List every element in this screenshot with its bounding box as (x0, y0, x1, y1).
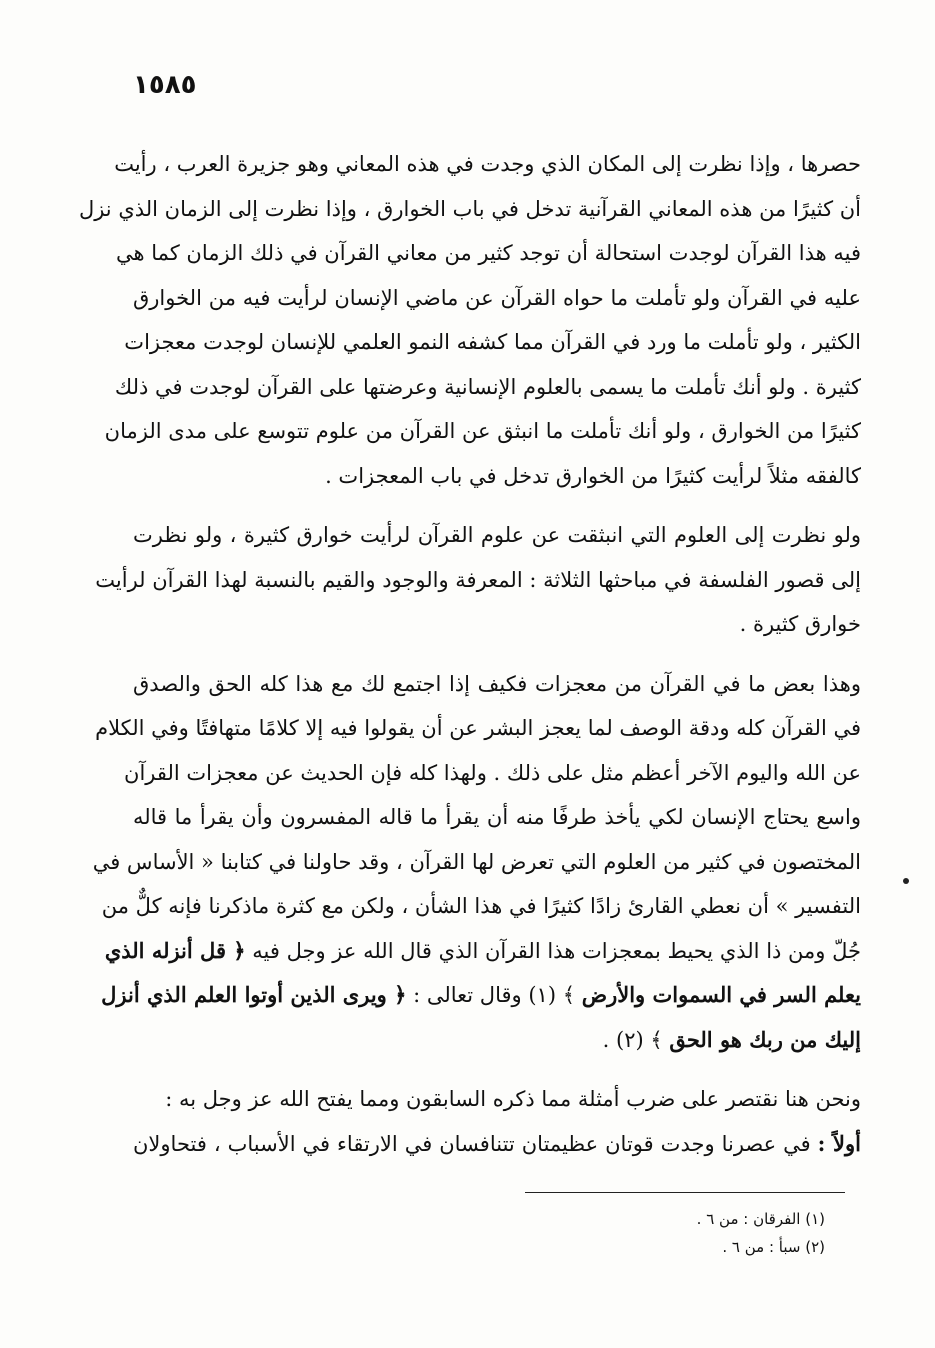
footnote-ref: ﴾ (١) (528, 983, 576, 1007)
footnotes (600, 1205, 825, 1261)
text-line: كالفقه مثلاً لرأيت كثيرًا من الخوارق تدخل في باب المعجزات . (325, 463, 861, 488)
text-span: جُلّ ومن ذا الذي يحيط بمعجزات هذا القرآن الذي قال الله عز وجل فيه (252, 938, 861, 963)
text-line: ولو نظرت إلى العلوم التي انبثقت عن علوم القرآن لرأيت خوارق كثيرة ، ولو نظرت (133, 523, 861, 547)
quran-quote-span: ﴿ ويرى الذين أوتوا العلم الذي أنزل (101, 982, 407, 1007)
text-line: كثيرة . ولو أنك تأملت ما يسمى بالعلوم الإنسانية وعرضتها على القرآن لوجدت في ذلك (114, 374, 861, 399)
text-line-with-lead (133, 1122, 861, 1167)
text-line: المختصون في كثير من العلوم التي تعرض لها القرآن ، وقد حاولنا في كتابنا « الأساس في (92, 849, 861, 874)
footnote-2: (٢) سبأ : من ٦ . (722, 1238, 825, 1256)
text-line: عليه في القرآن ولو تأملت ما حواه القرآن عن ماضي الإنسان لرأيت فيه من الخوارق (133, 285, 861, 310)
text-line: أن كثيرًا من هذه المعاني القرآنية تدخل في باب الخوارق ، وإذا نظرت إلى الزمان الذي نزل (78, 196, 861, 221)
text-line: فيه هذا القرآن لوجدت استحالة أن توجد كثير من معاني القرآن في ذلك الزمان كما هي (115, 241, 861, 265)
text-line: عن الله واليوم الآخر أعظم مثل على ذلك . ولهذا كله فإن الحديث عن معجزات القرآن (124, 760, 861, 785)
text-span: في عصرنا وجدت قوتان عظيمتان تتنافسان في الارتقاء في الأسباب ، فتحاولان (133, 1131, 811, 1156)
paragraph-1 (78, 142, 861, 498)
quran-quote-span: يعلم السر في السموات والأرض (581, 982, 861, 1007)
text-line-with-quote (133, 1018, 861, 1063)
margin-dot (903, 878, 909, 884)
text-line: خوارق كثيرة . (739, 612, 861, 636)
text-line: ونحن هنا نقتصر على ضرب أمثلة مما ذكره السابقون ومما يفتح الله عز وجل به : (165, 1087, 861, 1111)
paragraph-5 (133, 1122, 861, 1167)
text-span: وقال تعالى : (413, 983, 522, 1007)
text-line: كثيرًا من الخوارق ، ولو أنك تأملت ما انبثق عن القرآن من علوم تتوسع على مدى الزمان (104, 419, 861, 443)
text-line: الكثير ، ولو تأملت ما ورد في القرآن مما كشفه النمو العلمي للإنسان لوجدت معجزات (124, 330, 861, 354)
text-line: في القرآن كله ودقة الوصف لما يعجز البشر عن أن يقولوا فيه إلا كلامًا متهافتًا وفي الكلام (95, 716, 861, 740)
quran-quote-span: ﴿ قل أنزله الذي (104, 937, 246, 963)
quran-quote-span: إليك من ربك هو الحق (669, 1026, 861, 1052)
paragraph-3 (92, 662, 861, 1063)
footnote-1: (١) الفرقان : من ٦ . (696, 1210, 825, 1228)
text-line: حصرها ، وإذا نظرت إلى المكان الذي وجدت في هذه المعاني وهو جزيرة العرب ، رأيت (114, 152, 861, 176)
text-line-with-quote (104, 929, 861, 974)
text-line: وهذا بعض ما في القرآن من معجزات فكيف إذا اجتمع لك مع هذا كله الحق والصدق (133, 671, 861, 696)
text-line: واسع يحتاج الإنسان لكي يأخذ طرفًا منه أن يقرأ ما قاله المفسرون وأن يقرأ ما قاله (133, 805, 861, 829)
text-line: التفسير » أن نعطي القارئ زادًا كثيرًا في هذا الشأن ، ولكن مع كثرة ماذكرنا فإنه كلٌّ من (101, 894, 861, 918)
paragraph-2 (95, 513, 861, 647)
footnote-divider (525, 1192, 845, 1193)
footnote-ref: ﴾ (٢) . (602, 1027, 663, 1052)
text-line-with-quote (101, 973, 861, 1018)
body-text (78, 142, 861, 1166)
lead-word: أولاً : (817, 1130, 861, 1156)
text-line: إلى قصور الفلسفة في مباحثها الثلاثة : المعرفة والوجود والقيم بالنسبة لهذا القرآن لرأيت (95, 567, 861, 592)
page-number: ١٥٨٥ (133, 70, 197, 100)
paragraph-4 (133, 1077, 861, 1122)
